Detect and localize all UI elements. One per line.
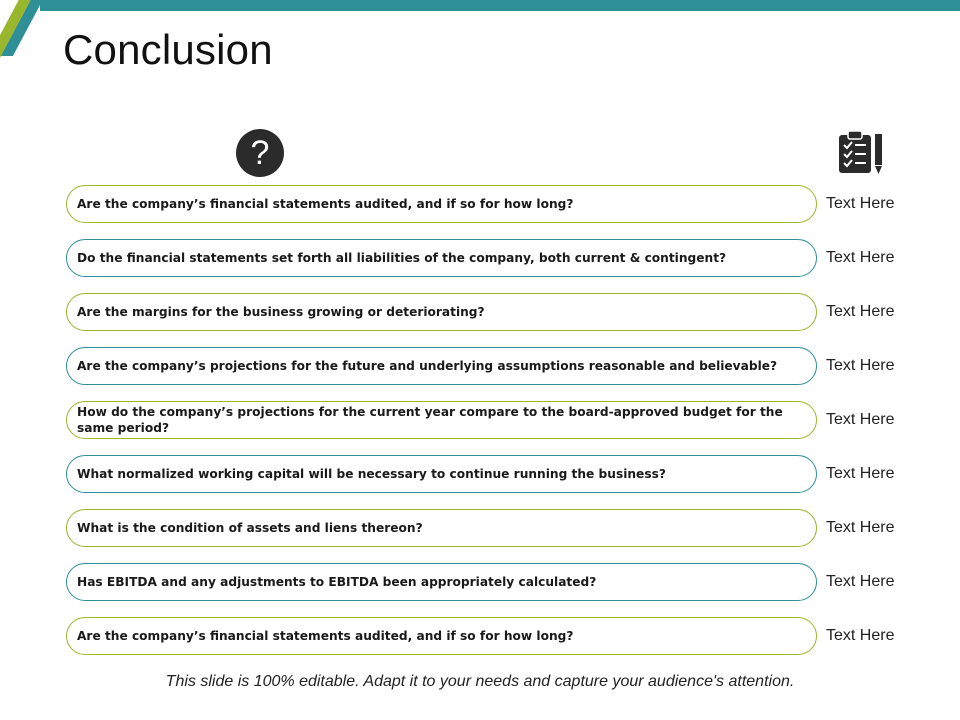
question-row (66, 509, 906, 549)
question-text: Has EBITDA and any adjustments to EBITDA been appropriately calculated? (77, 575, 597, 589)
question-row (66, 185, 906, 225)
question-list (66, 185, 906, 671)
question-text: Do the financial statements set forth all liabilities of the company, both current & contingent? (77, 251, 727, 265)
footer-note: This slide is 100% editable. Adapt it to your needs and capture your audience's attention. (165, 673, 795, 690)
question-row (66, 563, 906, 603)
answer-text: Text Here (826, 411, 895, 428)
question-text: How do the company’s projections for the current year compare to the board-approved budget for the same period? (77, 405, 783, 435)
question-text: What is the condition of assets and liens thereon? (77, 521, 423, 535)
question-text: What normalized working capital will be necessary to continue running the business? (77, 467, 666, 481)
question-text: Are the company’s financial statements audited, and if so for how long? (77, 629, 574, 643)
header-accent-bar (40, 0, 960, 11)
question-pill (66, 563, 817, 601)
question-pill (66, 239, 817, 277)
answer-text: Text Here (826, 249, 895, 266)
question-text: Are the margins for the business growing or deteriorating? (77, 305, 485, 319)
answer-text: Text Here (826, 195, 895, 212)
question-pill (66, 617, 817, 655)
question-row (66, 617, 906, 657)
question-pill (66, 293, 817, 331)
answer-text: Text Here (826, 357, 895, 374)
question-row (66, 455, 906, 495)
clipboard-checklist-icon (836, 130, 886, 176)
question-pill (66, 401, 817, 439)
question-text: Are the company’s projections for the future and underlying assumptions reasonable and believable? (77, 359, 778, 373)
question-pill (66, 455, 817, 493)
answer-text: Text Here (826, 519, 895, 536)
question-row (66, 347, 906, 387)
question-row (66, 239, 906, 279)
question-row (66, 293, 906, 333)
answer-text: Text Here (826, 573, 895, 590)
slide-title: Conclusion (63, 26, 273, 73)
question-mark-icon: ? (236, 129, 284, 177)
question-pill (66, 509, 817, 547)
answer-text: Text Here (826, 465, 895, 482)
answer-text: Text Here (826, 303, 895, 320)
question-pill (66, 347, 817, 385)
question-row (66, 401, 906, 441)
question-text: Are the company’s financial statements audited, and if so for how long? (77, 197, 574, 211)
question-pill (66, 185, 817, 223)
answer-text: Text Here (826, 627, 895, 644)
